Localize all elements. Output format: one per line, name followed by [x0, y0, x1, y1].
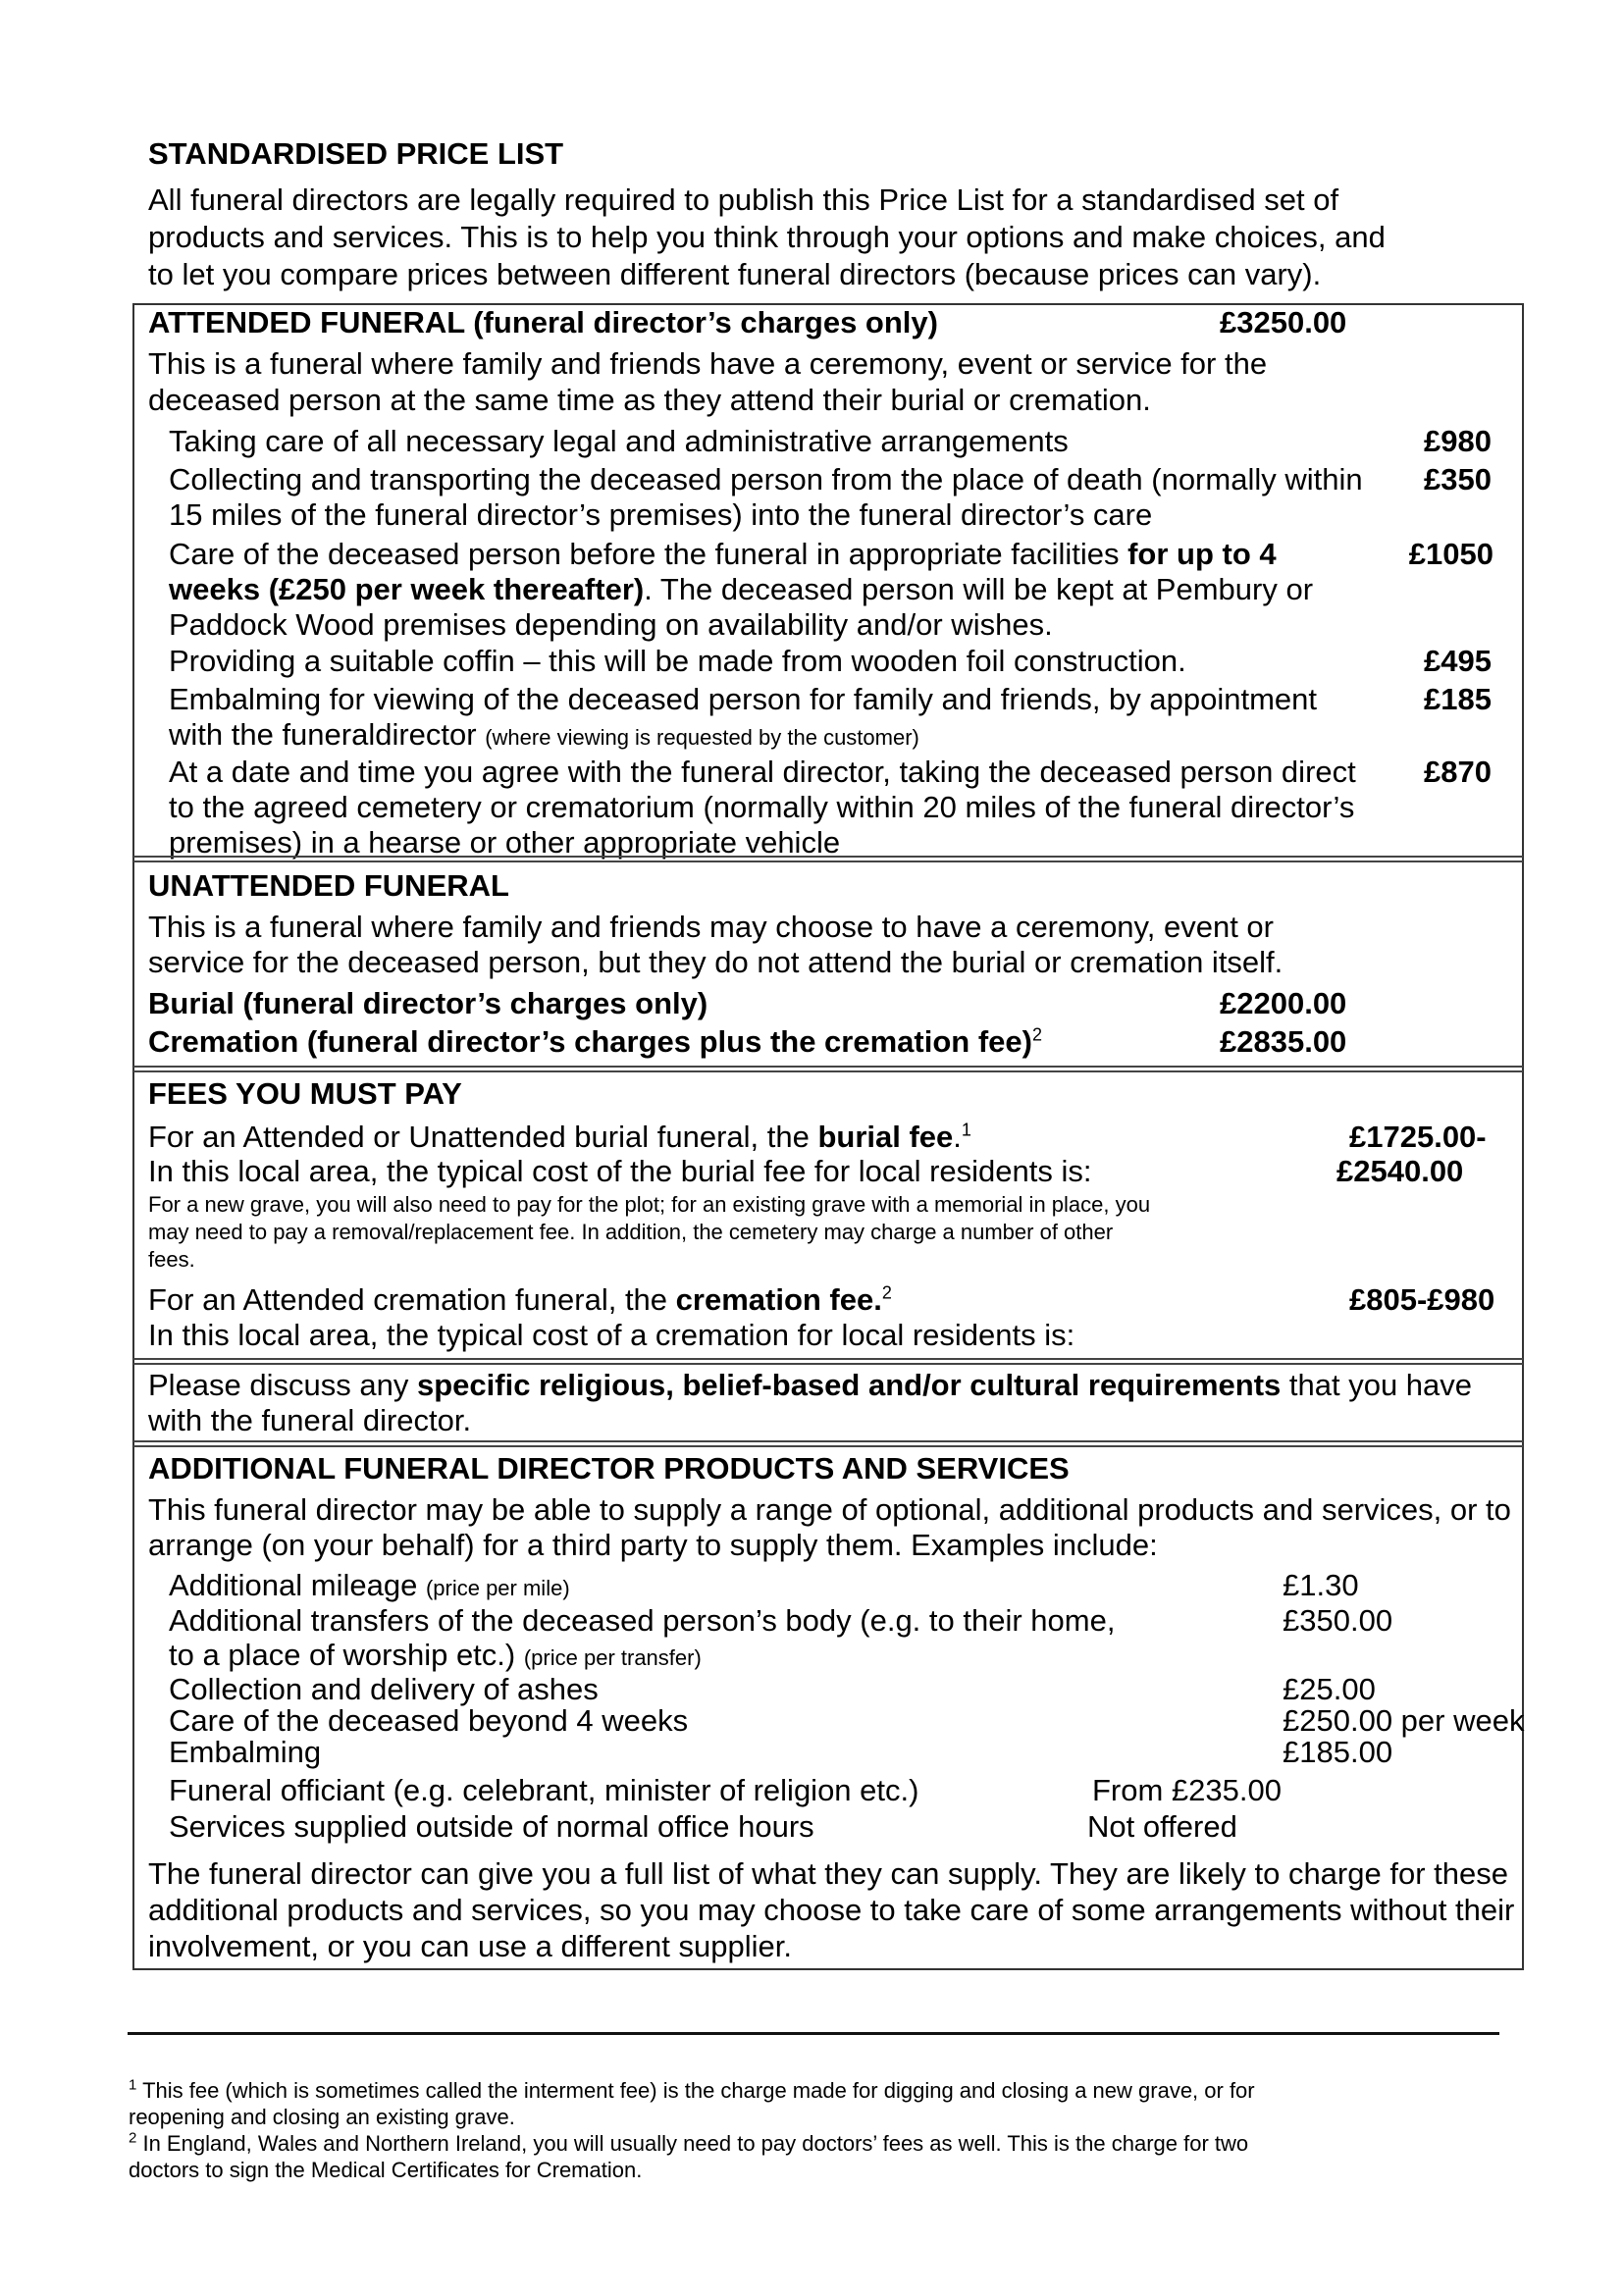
attended-heading: ATTENDED FUNERAL (funeral director’s charges only) [148, 305, 938, 339]
additional-price-officiant: From £235.00 [1092, 1773, 1282, 1807]
section-divider [133, 856, 1523, 862]
unattended-description: This is a funeral where family and friends may choose to have a ceremony, event or [148, 910, 1274, 944]
footnote-2: doctors to sign the Medical Certificates for Cremation. [129, 2158, 643, 2182]
item-collecting-transport: Collecting and transporting the deceased person from the place of death (normally within [169, 462, 1363, 496]
text: that you have [1281, 1368, 1473, 1402]
footnote-marker: 2 [881, 1282, 892, 1303]
item-embalming [169, 716, 919, 754]
additional-item-out-of-hours: Services supplied outside of normal office hours [169, 1809, 814, 1844]
item-hearse-transfer: premises) in a hearse or other appropriate vehicle [169, 825, 841, 860]
footnote-marker: 2 [1031, 1024, 1042, 1045]
burial-fee-note: For a new grave, you will also need to pay for the plot; for an existing grave with a memorial in place, you [148, 1192, 1151, 1217]
religious-requirements-text: with the funeral director. [148, 1403, 472, 1437]
item-embalming: Embalming for viewing of the deceased person for family and friends, by appointment [169, 682, 1318, 716]
text-bold: cremation fee [675, 1282, 874, 1317]
section-divider [133, 1358, 1523, 1365]
text: In England, Wales and Northern Ireland, you will usually need to pay doctors’ fees as well. This is the charge for two [142, 2131, 1249, 2156]
cremation-fee-local-cost: In this local area, the typical cost of a cremation for local residents is: [148, 1318, 1075, 1352]
footnote-2 [129, 2130, 1248, 2157]
text: This fee (which is sometimes called the interment fee) is the charge made for digging and closing a new grave, or for [142, 2078, 1255, 2103]
text: . [953, 1120, 962, 1154]
item-collecting-transport: 15 miles of the funeral director’s premises) into the funeral director’s care [169, 497, 1153, 532]
additional-description: arrange (on your behalf) for a third party to supply them. Examples include: [148, 1528, 1158, 1562]
additional-item-care-beyond: Care of the deceased beyond 4 weeks [169, 1703, 689, 1738]
additional-item-officiant: Funeral officiant (e.g. celebrant, minister of religion etc.) [169, 1773, 919, 1807]
additional-description: This funeral director may be able to supply a range of optional, additional products and services, or to [148, 1492, 1511, 1527]
additional-closing: involvement, or you can use a different supplier. [148, 1929, 792, 1963]
table-left-border [132, 303, 134, 1970]
footnote-1: reopening and closing an existing grave. [129, 2105, 515, 2129]
attended-total-price: £3250.00 [1220, 305, 1347, 339]
intro-line: to let you compare prices between different funeral directors (because prices can vary). [148, 257, 1322, 291]
text: . [873, 1282, 882, 1317]
text-bold: weeks (£250 per week thereafter) [169, 572, 645, 606]
burial-fee-note: fees. [148, 1247, 195, 1272]
item-legal-admin: Taking care of all necessary legal and administrative arrangements [169, 424, 1069, 458]
item-care-of-deceased: Paddock Wood premises depending on availability and/or wishes. [169, 607, 1053, 642]
item-care-of-deceased [169, 536, 1277, 573]
text-bold: for up to 4 [1127, 537, 1277, 571]
intro-line: All funeral directors are legally required to publish this Price List for a standardised set of [148, 183, 1339, 217]
text: For an Attended or Unattended burial funeral, the [148, 1120, 818, 1154]
footnote-1 [129, 2077, 1255, 2104]
cremation-fee-line [148, 1281, 892, 1319]
additional-closing: additional products and services, so you may choose to take care of some arrangements without their [148, 1893, 1515, 1927]
burial-fee-line [148, 1119, 971, 1156]
additional-item-ashes: Collection and delivery of ashes [169, 1672, 599, 1706]
footnote-marker: 1 [961, 1120, 971, 1140]
text-small: (price per mile) [425, 1576, 570, 1600]
text: Please discuss any [148, 1368, 417, 1402]
additional-item-mileage [169, 1567, 570, 1604]
item-hearse-transfer: to the agreed cemetery or crematorium (normally within 20 miles of the funeral director’s [169, 790, 1355, 824]
attended-description: deceased person at the same time as they attend their burial or cremation. [148, 383, 1151, 417]
text: For an Attended cremation funeral, the [148, 1282, 676, 1317]
unattended-heading: UNATTENDED FUNERAL [148, 868, 509, 903]
burial-fee-note: may need to pay a removal/replacement fee. In addition, the cemetery may charge a number of other [148, 1220, 1114, 1244]
burial-fee-price-from: £1725.00- [1349, 1120, 1487, 1154]
price-care-of-deceased: £1050 [1408, 537, 1493, 571]
additional-item-embalming: Embalming [169, 1735, 322, 1769]
footnote-separator [128, 2032, 1499, 2035]
footnote-marker: 2 [129, 2129, 137, 2147]
text-small: (price per transfer) [523, 1645, 702, 1670]
section-divider [133, 1066, 1523, 1072]
intro-line: products and services. This is to help you think through your options and make choices, and [148, 220, 1386, 254]
price-legal-admin: £980 [1424, 424, 1492, 458]
burial-fee-local-cost: In this local area, the typical cost of the burial fee for local residents is: [148, 1154, 1092, 1188]
price-embalming: £185 [1424, 682, 1492, 716]
item-coffin: Providing a suitable coffin – this will be made from wooden foil construction. [169, 644, 1186, 678]
text: Additional mileage [169, 1568, 426, 1602]
additional-price-transfers: £350.00 [1283, 1603, 1393, 1638]
additional-price-embalming: £185.00 [1283, 1735, 1393, 1769]
additional-item-transfers: Additional transfers of the deceased person’s body (e.g. to their home, [169, 1603, 1116, 1638]
cremation-fee-price: £805-£980 [1349, 1282, 1495, 1317]
additional-price-out-of-hours: Not offered [1087, 1809, 1237, 1844]
text: with the funeraldirector [169, 717, 486, 752]
text-bold: burial fee [817, 1120, 954, 1154]
additional-price-mileage: £1.30 [1283, 1568, 1359, 1602]
attended-description: This is a funeral where family and friends have a ceremony, event or service for the [148, 346, 1268, 381]
text: Cremation (funeral director’s charges plus the cremation fee) [148, 1024, 1032, 1059]
additional-price-care-beyond: £250.00 per week [1283, 1703, 1525, 1738]
additional-item-transfers [169, 1637, 702, 1674]
section-divider [133, 1440, 1523, 1447]
price-coffin: £495 [1424, 644, 1492, 678]
burial-fee-price-to: £2540.00 [1336, 1154, 1464, 1188]
table-bottom-border [133, 1968, 1523, 1970]
additional-closing: The funeral director can give you a full list of what they can supply. They are likely to charge for these [148, 1856, 1508, 1891]
price-hearse-transfer: £870 [1424, 755, 1492, 789]
item-hearse-transfer: At a date and time you agree with the funeral director, taking the deceased person direct [169, 755, 1356, 789]
text: Care of the deceased person before the funeral in appropriate facilities [169, 537, 1128, 571]
unattended-cremation-price: £2835.00 [1220, 1024, 1347, 1059]
page-title: STANDARDISED PRICE LIST [148, 136, 564, 171]
unattended-burial-label: Burial (funeral director’s charges only) [148, 986, 708, 1020]
price-collecting-transport: £350 [1424, 462, 1492, 496]
text: to a place of worship etc.) [169, 1638, 524, 1672]
item-care-of-deceased [169, 571, 1313, 608]
religious-requirements-text [148, 1367, 1472, 1404]
additional-heading: ADDITIONAL FUNERAL DIRECTOR PRODUCTS AND SERVICES [148, 1451, 1070, 1486]
unattended-cremation-label [148, 1023, 1042, 1061]
unattended-burial-price: £2200.00 [1220, 986, 1347, 1020]
unattended-description: service for the deceased person, but they do not attend the burial or cremation itself. [148, 945, 1283, 979]
text-small: (where viewing is requested by the customer) [485, 725, 919, 750]
additional-price-ashes: £25.00 [1283, 1672, 1376, 1706]
footnote-marker: 1 [129, 2076, 137, 2094]
fees-heading: FEES YOU MUST PAY [148, 1076, 462, 1111]
text-bold: specific religious, belief-based and/or cultural requirements [416, 1368, 1282, 1402]
text: . The deceased person will be kept at Pembury or [644, 572, 1314, 606]
